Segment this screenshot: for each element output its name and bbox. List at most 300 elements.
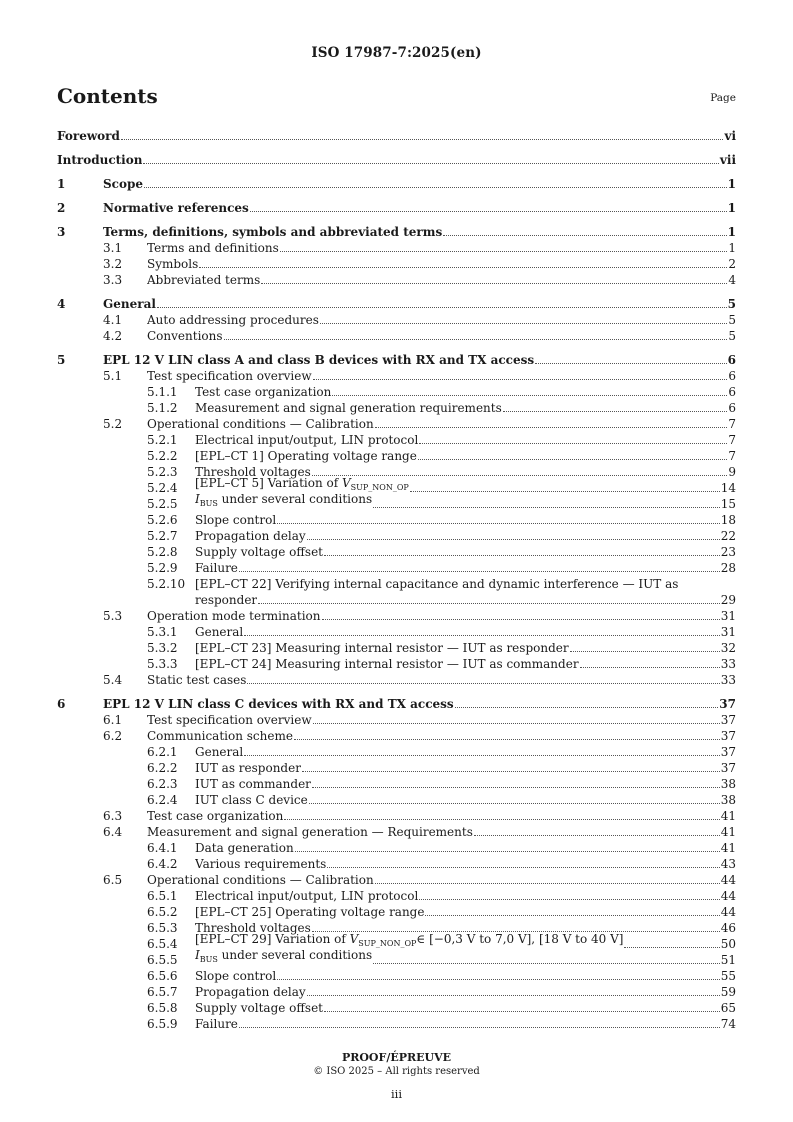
toc-entry-title xyxy=(195,448,417,464)
toc-leader-dots xyxy=(157,307,727,308)
toc-entry-number: 3 xyxy=(57,225,66,239)
toc-entry-page: 74 xyxy=(720,1017,736,1031)
toc-entry-title-text: [EPL–CT 22] Verifying internal capacitance and dynamic interference — IUT as xyxy=(195,577,679,591)
toc-entry-page: 15 xyxy=(720,497,736,511)
toc-leader-dots xyxy=(280,251,728,252)
toc-entry-number: 6.2.4 xyxy=(147,793,178,807)
toc-entry-title-text: Failure xyxy=(195,561,238,575)
toc-entry-symbol-subscript: BUS xyxy=(199,499,218,508)
toc-entry[interactable] xyxy=(57,948,736,968)
toc-entry[interactable] xyxy=(57,904,736,920)
toc-entry[interactable] xyxy=(57,240,736,256)
toc-entry[interactable] xyxy=(57,512,736,528)
toc-entry-title-text: Symbols xyxy=(147,257,199,271)
toc-leader-dots xyxy=(443,235,726,236)
toc-entry-page: 37 xyxy=(720,729,736,743)
toc-leader-dots xyxy=(418,459,728,460)
toc-entry-number: 4 xyxy=(57,297,66,311)
toc-entry[interactable] xyxy=(57,528,736,544)
toc-entry-title-text: Conventions xyxy=(147,329,223,343)
toc-entry[interactable] xyxy=(57,152,736,168)
toc-entry-page: vi xyxy=(724,129,736,143)
toc-entry-title-text: Slope control xyxy=(195,969,277,983)
toc-entry[interactable] xyxy=(57,416,736,432)
toc-entry-number: 6.4 xyxy=(103,825,123,839)
toc-entry-number: 5.2.10 xyxy=(147,577,186,591)
toc-entry-number: 6.4.2 xyxy=(147,857,178,871)
toc-entry-title xyxy=(195,792,308,808)
toc-entry-title xyxy=(195,904,424,920)
toc-entry-number: 6.2.3 xyxy=(147,777,178,791)
page-number: iii xyxy=(390,1087,403,1101)
toc-entry-title xyxy=(195,560,238,576)
toc-leader-dots xyxy=(373,507,720,508)
toc-entry-page: 6 xyxy=(728,401,736,415)
toc-entry-page: 33 xyxy=(720,673,736,687)
toc-entry-page: 37 xyxy=(720,713,736,727)
toc-entry-page: 46 xyxy=(720,921,736,935)
toc-entry-title-text: Test case organization xyxy=(195,385,332,399)
toc-entry-continuation[interactable] xyxy=(57,592,736,608)
toc-entry-title xyxy=(195,968,276,984)
toc-entry[interactable] xyxy=(57,448,736,464)
toc-entry[interactable] xyxy=(57,640,736,656)
toc-entry-page: 37 xyxy=(720,761,736,775)
toc-entry-title-text: Threshold voltages xyxy=(195,921,311,935)
toc-entry-title xyxy=(195,432,418,448)
toc-entry-title xyxy=(147,728,293,744)
toc-entry-page: 59 xyxy=(720,985,736,999)
toc-entry-title-text: Operation mode termination xyxy=(147,609,321,623)
toc-leader-dots xyxy=(302,771,720,772)
toc-entry-page: 31 xyxy=(720,609,736,623)
toc-entry-number: 6.2.1 xyxy=(147,745,178,759)
toc-leader-dots xyxy=(309,803,720,804)
toc-leader-dots xyxy=(322,619,720,620)
toc-entry-page: 29 xyxy=(720,593,736,607)
toc-entry-title xyxy=(147,872,374,888)
toc-entry[interactable] xyxy=(57,744,736,760)
toc-entry-page: 38 xyxy=(720,777,736,791)
toc-entry-title xyxy=(195,512,276,528)
toc-entry-number: 6.5 xyxy=(103,873,123,887)
toc-entry-page: 43 xyxy=(720,857,736,871)
toc-entry-number: 5.1.2 xyxy=(147,401,178,415)
toc-entry-title-text: [EPL–CT 5] Variation of xyxy=(195,476,342,490)
toc-entry-title-text: [EPL–CT 29] Variation of xyxy=(195,932,350,946)
toc-entry-title-text: General xyxy=(195,745,244,759)
toc-leader-dots xyxy=(277,979,720,980)
toc-entry-number: 3.1 xyxy=(103,241,123,255)
toc-entry-page: 4 xyxy=(728,273,736,287)
toc-entry[interactable] xyxy=(57,492,736,512)
toc-entry-title xyxy=(147,272,260,288)
toc-entry-title xyxy=(195,984,306,1000)
toc-entry-symbol: V xyxy=(349,932,359,946)
toc-entry[interactable] xyxy=(57,368,736,384)
toc-entry[interactable] xyxy=(57,776,736,792)
toc-entry-symbol: I xyxy=(195,948,200,962)
toc-entry-title-text: Introduction xyxy=(57,153,143,167)
toc-entry[interactable] xyxy=(57,624,736,640)
toc-entry-page: 22 xyxy=(720,529,736,543)
toc-entry-title xyxy=(195,384,331,400)
toc-entry-title-text: Abbreviated terms xyxy=(147,273,261,287)
toc-entry-title xyxy=(147,672,246,688)
copyright-notice: © ISO 2025 – All rights reserved xyxy=(313,1066,480,1077)
toc-entry-title-text: General xyxy=(195,625,244,639)
toc-leader-dots xyxy=(239,1027,720,1028)
contents-title: Contents xyxy=(57,84,158,108)
toc-entry[interactable] xyxy=(57,544,736,560)
toc-entry-title-text: Measurement and signal generation — Requirements xyxy=(147,825,473,839)
toc-leader-dots xyxy=(624,947,719,948)
toc-entry-number: 5.2.1 xyxy=(147,433,178,447)
toc-entry-title xyxy=(147,608,321,624)
toc-entry-number: 4.1 xyxy=(103,313,123,327)
toc-entry-title-text: IUT class C device xyxy=(195,793,308,807)
toc-entry-title xyxy=(195,744,243,760)
toc-leader-dots xyxy=(239,571,720,572)
toc-leader-dots xyxy=(244,755,719,756)
toc-entry-page: 32 xyxy=(720,641,736,655)
toc-leader-dots xyxy=(535,363,727,364)
toc-entry[interactable] xyxy=(57,656,736,672)
toc-leader-dots xyxy=(261,283,727,284)
toc-entry-title xyxy=(195,400,502,416)
document-header: ISO 17987-7:2025(en) xyxy=(311,45,482,61)
toc-entry-title xyxy=(195,624,243,640)
toc-entry-title-text: [EPL–CT 23] Measuring internal resistor — IUT as responder xyxy=(195,641,569,655)
toc-entry-title xyxy=(57,152,142,168)
toc-entry[interactable] xyxy=(57,384,736,400)
toc-entry[interactable] xyxy=(57,872,736,888)
toc-entry-symbol: V xyxy=(341,476,351,490)
toc-leader-dots xyxy=(247,683,719,684)
toc-entry[interactable] xyxy=(57,560,736,576)
toc-entry-symbol-subscript: BUS xyxy=(199,955,218,964)
proof-label: PROOF/ÉPREUVE xyxy=(341,1051,452,1064)
toc-entry-title-text: Static test cases xyxy=(147,673,247,687)
toc-entry-page: 41 xyxy=(720,841,736,855)
toc-entry-title-continuation: responder xyxy=(195,593,258,607)
toc-entry-number: 5.3.2 xyxy=(147,641,178,655)
toc-entry-page: 5 xyxy=(727,297,736,311)
toc-entry-title-suffix: under several conditions xyxy=(217,492,373,506)
contents-title-row xyxy=(57,84,736,114)
toc-entry-page: 1 xyxy=(727,177,736,191)
toc-entry-number: 5.3.3 xyxy=(147,657,178,671)
toc-entry-title xyxy=(195,1000,323,1016)
toc-entry-title xyxy=(195,528,306,544)
toc-leader-dots xyxy=(313,723,720,724)
toc-entry-title-text: Propagation delay xyxy=(195,985,306,999)
toc-entry-page: 44 xyxy=(720,873,736,887)
toc-entry-title-text: Test case organization xyxy=(147,809,284,823)
toc-entry-number: 5.2.8 xyxy=(147,545,178,559)
toc-leader-dots xyxy=(375,427,728,428)
toc-entry-number: 6.4.1 xyxy=(147,841,178,855)
toc-entry-title-text: [EPL–CT 25] Operating voltage range xyxy=(195,905,425,919)
toc-entry-number: 6.2.2 xyxy=(147,761,178,775)
toc-entry-title xyxy=(195,544,323,560)
toc-entry-title-text: Measurement and signal generation requirements xyxy=(195,401,502,415)
toc-entry-title xyxy=(195,856,326,872)
toc-entry-page: 6 xyxy=(728,385,736,399)
toc-leader-dots xyxy=(277,523,720,524)
toc-entry-page: 2 xyxy=(728,257,736,271)
toc-entry-page: 50 xyxy=(720,937,736,951)
toc-entry-number: 5.2.6 xyxy=(147,513,178,527)
toc-entry-page: 44 xyxy=(720,889,736,903)
toc-entry[interactable] xyxy=(57,696,736,712)
toc-entry-number: 5.2.4 xyxy=(147,481,178,495)
toc-entry-title xyxy=(195,776,311,792)
toc-entry-number: 6.2 xyxy=(103,729,123,743)
toc-leader-dots xyxy=(410,491,720,492)
toc-leader-dots xyxy=(307,539,720,540)
toc-entry[interactable] xyxy=(57,224,736,240)
toc-leader-dots xyxy=(419,899,719,900)
toc-entry[interactable] xyxy=(57,672,736,688)
toc-entry-title xyxy=(103,352,534,368)
toc-entry[interactable] xyxy=(57,608,736,624)
toc-entry-number: 5.2 xyxy=(103,417,123,431)
toc-entry-title-text: Propagation delay xyxy=(195,529,306,543)
toc-entry-number: 6.1 xyxy=(103,713,123,727)
toc-entry[interactable] xyxy=(57,128,736,144)
toc-leader-dots xyxy=(474,835,720,836)
toc-entry-title xyxy=(103,224,442,240)
toc-entry-page: 65 xyxy=(720,1001,736,1015)
toc-entry-title-text: [EPL–CT 24] Measuring internal resistor — IUT as commander xyxy=(195,657,579,671)
toc-entry[interactable] xyxy=(57,400,736,416)
toc-entry-symbol-subscript: SUP_NON_OP xyxy=(350,483,409,492)
toc-leader-dots xyxy=(258,603,720,604)
toc-entry-title xyxy=(147,328,223,344)
toc-entry[interactable] xyxy=(57,1016,736,1032)
toc-entry-page: 31 xyxy=(720,625,736,639)
toc-leader-dots xyxy=(250,211,727,212)
toc-entry-page: 7 xyxy=(728,433,736,447)
toc-entry-title-text: Failure xyxy=(195,1017,238,1031)
toc-entry-title-text: Scope xyxy=(103,177,144,191)
toc-entry-number: 5.3 xyxy=(103,609,123,623)
toc-entry-number: 6.5.5 xyxy=(147,953,178,967)
toc-entry-number: 2 xyxy=(57,201,66,215)
toc-entry-page: 23 xyxy=(720,545,736,559)
toc-entry-title xyxy=(103,200,249,216)
toc-entry-title-text: Communication scheme xyxy=(147,729,293,743)
toc-entry-page: 37 xyxy=(720,745,736,759)
toc-entry-number: 5.2.5 xyxy=(147,497,178,511)
toc-leader-dots xyxy=(425,915,719,916)
toc-entry-number: 3.2 xyxy=(103,257,123,271)
toc-entry-title-text: Terms, definitions, symbols and abbreviated terms xyxy=(103,225,443,239)
toc-leader-dots xyxy=(324,555,720,556)
toc-leader-dots xyxy=(580,667,720,668)
toc-entry-page: 5 xyxy=(728,313,736,327)
toc-leader-dots xyxy=(313,379,728,380)
toc-entry-title xyxy=(195,1016,238,1032)
toc-entry[interactable] xyxy=(57,840,736,856)
toc-entry[interactable] xyxy=(57,1000,736,1016)
toc-entry-title xyxy=(195,947,372,968)
toc-entry-title-text: IUT as commander xyxy=(195,777,311,791)
toc-entry-title-text: Test specification overview xyxy=(147,369,312,383)
toc-entry[interactable] xyxy=(57,856,736,872)
toc-entry-number: 5 xyxy=(57,353,66,367)
toc-entry[interactable] xyxy=(57,932,736,952)
toc-entry[interactable] xyxy=(57,728,736,744)
toc-entry-title xyxy=(195,656,579,672)
toc-entry-title xyxy=(147,712,312,728)
toc-entry[interactable] xyxy=(57,272,736,288)
toc-leader-dots xyxy=(143,163,718,164)
toc-entry-number: 5.2.2 xyxy=(147,449,178,463)
toc-entry-number: 6.5.8 xyxy=(147,1001,178,1015)
toc-entry[interactable] xyxy=(57,792,736,808)
toc-leader-dots xyxy=(327,867,719,868)
toc-entry[interactable] xyxy=(57,984,736,1000)
toc-entry-page: 1 xyxy=(727,225,736,239)
toc-entry-symbol-subscript: SUP_NON_OP xyxy=(358,939,417,948)
toc-entry-number: 6.5.6 xyxy=(147,969,178,983)
toc-entry-title-text: Auto addressing procedures xyxy=(147,313,319,327)
toc-entry-page: 41 xyxy=(720,825,736,839)
toc-entry-number: 6.3 xyxy=(103,809,123,823)
toc-entry-title xyxy=(195,491,372,512)
toc-entry-title xyxy=(195,640,569,656)
toc-entry-page: 33 xyxy=(720,657,736,671)
toc-entry-title xyxy=(195,576,678,592)
toc-entry-number: 5.2.3 xyxy=(147,465,178,479)
toc-entry-title-text: Various requirements xyxy=(195,857,327,871)
toc-leader-dots xyxy=(199,267,727,268)
toc-entry-title xyxy=(195,888,418,904)
toc-entry-number: 6.5.1 xyxy=(147,889,178,903)
toc-entry-page: 6 xyxy=(728,369,736,383)
toc-entry-title xyxy=(195,760,301,776)
toc-entry-number: 3.3 xyxy=(103,273,123,287)
toc-entry[interactable] xyxy=(57,808,736,824)
toc-leader-dots xyxy=(144,187,727,188)
toc-entry-title-text: Operational conditions — Calibration xyxy=(147,873,374,887)
toc-entry-page: 7 xyxy=(728,449,736,463)
toc-entry-number: 6.5.2 xyxy=(147,905,178,919)
toc-entry-page: 7 xyxy=(728,417,736,431)
toc-entry-title-text: EPL 12 V LIN class A and class B devices with RX and TX access xyxy=(103,353,535,367)
toc-entry-title-text: Foreword xyxy=(57,129,120,143)
toc-leader-dots xyxy=(455,707,719,708)
toc-leader-dots xyxy=(332,395,727,396)
toc-entry-page: 18 xyxy=(720,513,736,527)
toc-entry[interactable] xyxy=(57,432,736,448)
toc-entry[interactable] xyxy=(57,352,736,368)
toc-entry-title xyxy=(147,240,279,256)
toc-entry-page: 9 xyxy=(728,465,736,479)
toc-entry[interactable] xyxy=(57,200,736,216)
toc-entry-number: 5.2.9 xyxy=(147,561,178,575)
toc-leader-dots xyxy=(224,339,728,340)
toc-leader-dots xyxy=(294,739,720,740)
toc-entry-number: 4.2 xyxy=(103,329,123,343)
toc-entry-title-text: Normative references xyxy=(103,201,249,215)
toc-leader-dots xyxy=(570,651,720,652)
toc-entry-page: 37 xyxy=(719,697,736,711)
toc-entry-title xyxy=(103,296,156,312)
toc-leader-dots xyxy=(373,963,720,964)
toc-entry[interactable] xyxy=(57,476,736,496)
toc-entry-title-text: Slope control xyxy=(195,513,277,527)
toc-entry[interactable] xyxy=(57,760,736,776)
toc-entry-title xyxy=(147,416,374,432)
toc-entry-title-text: Electrical input/output, LIN protocol xyxy=(195,433,419,447)
toc-entry-title-text: Terms and definitions xyxy=(147,241,279,255)
toc-entry[interactable] xyxy=(57,256,736,272)
toc-leader-dots xyxy=(284,819,719,820)
toc-leader-dots xyxy=(307,995,720,996)
toc-entry-page: 1 xyxy=(727,201,736,215)
toc-entry-title xyxy=(147,824,473,840)
toc-entry[interactable] xyxy=(57,312,736,328)
toc-leader-dots xyxy=(312,787,720,788)
page-column-label: Page xyxy=(710,92,736,104)
toc-entry-number: 5.2.7 xyxy=(147,529,178,543)
toc-entry-symbol: I xyxy=(195,492,200,506)
toc-entry-number: 5.1 xyxy=(103,369,123,383)
toc-entry-page: vii xyxy=(719,153,736,167)
toc-entry-number: 6.5.3 xyxy=(147,921,178,935)
toc-entry[interactable] xyxy=(57,968,736,984)
toc-leader-dots xyxy=(375,883,720,884)
toc-entry-number: 6.5.9 xyxy=(147,1017,178,1031)
table-of-contents xyxy=(57,128,736,1032)
toc-entry-title-text: Supply voltage offset xyxy=(195,1001,323,1015)
toc-entry[interactable] xyxy=(57,296,736,312)
toc-entry[interactable] xyxy=(57,328,736,344)
toc-entry-page: 5 xyxy=(728,329,736,343)
toc-entry-page: 44 xyxy=(720,905,736,919)
toc-entry-title-suffix: ∈ [−0,3 V to 7,0 V], [18 V to 40 V] xyxy=(416,932,624,946)
toc-entry-title-text: Threshold voltages xyxy=(195,465,311,479)
toc-entry-title-text: IUT as responder xyxy=(195,761,301,775)
toc-leader-dots xyxy=(121,139,724,140)
toc-leader-dots xyxy=(244,635,719,636)
toc-leader-dots xyxy=(324,1011,720,1012)
toc-entry[interactable] xyxy=(57,576,736,592)
toc-entry-title xyxy=(147,256,198,272)
toc-entry[interactable] xyxy=(57,712,736,728)
toc-entry-title-text: EPL 12 V LIN class C devices with RX and TX access xyxy=(103,697,454,711)
toc-entry-page: 38 xyxy=(720,793,736,807)
toc-entry[interactable] xyxy=(57,888,736,904)
toc-entry-title-text: Supply voltage offset xyxy=(195,545,323,559)
toc-leader-dots xyxy=(419,443,727,444)
toc-entry-title-text: [EPL–CT 1] Operating voltage range xyxy=(195,449,417,463)
toc-entry[interactable] xyxy=(57,176,736,192)
toc-entry-title xyxy=(147,312,319,328)
toc-entry-page: 6 xyxy=(727,353,736,367)
toc-entry[interactable] xyxy=(57,824,736,840)
toc-entry-title-text: General xyxy=(103,297,156,311)
toc-entry-page: 55 xyxy=(720,969,736,983)
toc-entry-number: 5.3.1 xyxy=(147,625,178,639)
toc-entry-title xyxy=(195,840,294,856)
toc-entry-title-text: Electrical input/output, LIN protocol xyxy=(195,889,419,903)
toc-entry-page: 14 xyxy=(720,481,736,495)
toc-entry-page: 41 xyxy=(720,809,736,823)
